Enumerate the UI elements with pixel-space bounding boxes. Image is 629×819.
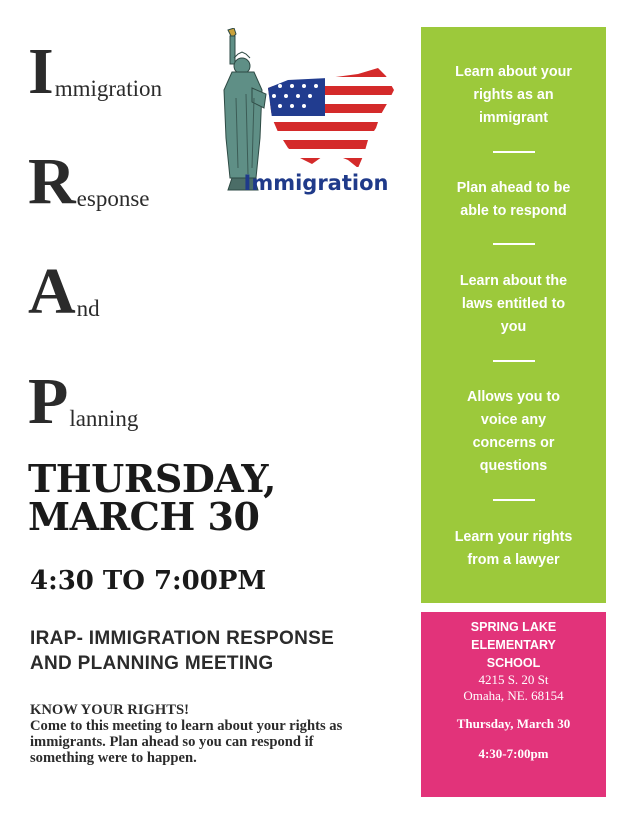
acrostic-rest: nd bbox=[76, 296, 100, 321]
address-line: Omaha, NE. 68154 bbox=[463, 688, 564, 703]
acrostic-initial: R bbox=[28, 145, 76, 218]
divider bbox=[493, 243, 535, 245]
benefit-item bbox=[421, 526, 606, 572]
acrostic-line-immigration bbox=[28, 35, 163, 108]
school-name bbox=[421, 618, 606, 672]
benefit-line: Learn about your bbox=[455, 64, 572, 80]
divider bbox=[493, 151, 535, 153]
benefit-line: voice any bbox=[480, 412, 547, 428]
school-name-line: ELEMENTARY bbox=[471, 638, 556, 652]
location-box bbox=[421, 612, 606, 797]
acrostic-line-response bbox=[28, 145, 150, 218]
event-time: 4:30 TO 7:00PM bbox=[30, 566, 267, 596]
divider bbox=[493, 499, 535, 501]
meeting-title-line2: AND PLANNING MEETING bbox=[30, 653, 274, 674]
school-name-line: SCHOOL bbox=[486, 656, 541, 670]
acrostic-line-and bbox=[28, 255, 100, 328]
benefit-item bbox=[421, 61, 606, 130]
acrostic-line-planning bbox=[28, 365, 139, 438]
immigration-logo bbox=[208, 28, 400, 208]
benefit-line: Learn about the bbox=[459, 273, 568, 289]
location-time: 4:30-7:00pm bbox=[478, 746, 549, 761]
benefits-sidebar bbox=[421, 27, 606, 603]
benefit-line: immigrant bbox=[478, 110, 549, 126]
benefit-line: concerns or bbox=[472, 435, 555, 451]
benefit-line: Allows you to bbox=[467, 389, 560, 405]
benefit-line: rights as an bbox=[473, 87, 554, 103]
benefit-line: Learn your rights bbox=[454, 529, 573, 545]
school-name-line: SPRING LAKE bbox=[470, 620, 557, 634]
know-title: KNOW YOUR RIGHTS! bbox=[30, 702, 189, 718]
acrostic-initial: I bbox=[28, 35, 54, 108]
acrostic-rest: esponse bbox=[76, 186, 150, 211]
meeting-title bbox=[30, 626, 410, 676]
acrostic-rest: mmigration bbox=[54, 76, 163, 101]
location-date: Thursday, March 30 bbox=[456, 716, 571, 731]
benefit-line: from a lawyer bbox=[467, 552, 560, 568]
benefit-item bbox=[421, 270, 606, 339]
know-your-rights-text bbox=[30, 702, 410, 766]
address-line: 4215 S. 20 St bbox=[478, 672, 549, 687]
statue-flag-map-icon bbox=[208, 28, 400, 208]
meeting-title-line1: IRAP- IMMIGRATION RESPONSE bbox=[30, 628, 335, 649]
event-date bbox=[28, 456, 358, 539]
know-line: Come to this meeting to learn about your rights as bbox=[30, 718, 343, 734]
acrostic-initial: P bbox=[28, 365, 69, 438]
acrostic-rest: lanning bbox=[69, 406, 139, 431]
acrostic-initial: A bbox=[28, 255, 76, 328]
know-line: something were to happen. bbox=[30, 750, 197, 766]
school-address bbox=[421, 672, 606, 704]
logo-text: Immigration bbox=[243, 171, 389, 195]
know-line: immigrants. Plan ahead so you can respond if bbox=[30, 734, 314, 750]
benefit-item bbox=[421, 386, 606, 478]
benefit-line: Plan ahead to be bbox=[456, 180, 571, 196]
event-date-line2: MARCH 30 bbox=[28, 494, 260, 539]
divider bbox=[493, 360, 535, 362]
benefit-line: laws entitled to bbox=[461, 296, 566, 312]
benefit-line: able to respond bbox=[460, 203, 567, 219]
benefit-item bbox=[421, 177, 606, 223]
benefit-line: you bbox=[500, 319, 527, 335]
event-date-line1: THURSDAY, bbox=[28, 456, 276, 501]
benefit-line: questions bbox=[479, 458, 548, 474]
